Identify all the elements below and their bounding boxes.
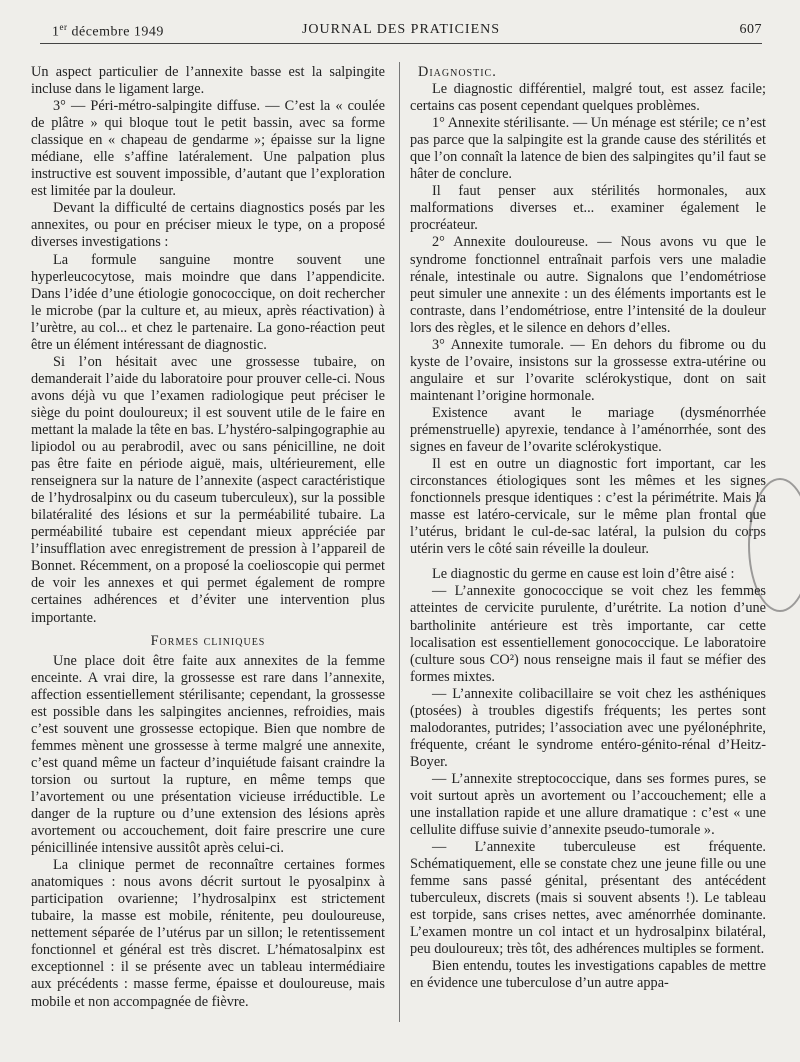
paragraph: 1° Annexite stérilisante. — Un ménage est stérile; ce n’est pas parce que la salpingite est la grande cause des stérilités et que l’on connaît la latence de bien des salpingites qu’il faut se hâter de conclure. <box>410 115 766 183</box>
paragraph: 3° — Péri-métro-salpingite diffuse. — C’est la « coulée de plâtre » qui bloque tout le petit bassin, avec sa forme classique en « chapeau de gendarme »; épaisse sur la ligne médiane, elle s’affine latéralement. Une palpation plus instructive est souvent impossible, d’autant que l’exploration est limitée par la douleur. <box>31 98 385 200</box>
paragraph: Une place doit être faite aux annexites de la femme enceinte. A vrai dire, la grossesse est rare dans l’annexite, affection essentiellement stérilisante; cependant, la grossesse est possible dans les salpingites anciennes, refroidies, mais c’est souvent une grossesse ectopique. Bien que nombre de femmes mènent une grossesse à terme malgré une annexite, c’est quand même un facteur d’inquiétude faisant craindre la torsion ou surtout la rupture, en même temps que l’avortement ou une présentation vicieuse irréductible. Le danger de la rupture ou d’une extension des lésions après avortement ou accouchement, doit faire prescrire une cure pénicillinée intensive aussitôt après celui-ci. <box>31 652 385 857</box>
paragraph: Devant la difficulté de certains diagnostics posés par les annexites, ou pour en préciser mieux le type, on a proposé diverses investigations : <box>31 200 385 251</box>
paragraph: La clinique permet de reconnaître certaines formes anatomiques : nous avons décrit surtout le pyosalpinx à participation ovarienne; l’hydrosalpinx est strictement tubaire, la masse est mobile, rénitente, peu douloureuse, nettement séparée de l’utérus par un sillon; le retentissement fonctionnel et général est très discret. L’hématosalpinx est exceptionnel : il se présente avec un tableau intermédiaire aux précédents : masse ferme, épaisse et douloureuse, mais mobile et non accompagnée de fièvre. <box>31 857 385 1010</box>
running-header <box>40 21 762 44</box>
paragraph: Bien entendu, toutes les investigations capables de mettre en évidence une tuberculose d’un autre appa- <box>410 958 766 992</box>
paragraph: Si l’on hésitait avec une grossesse tubaire, on demanderait l’aide du laboratoire pour prouver celle-ci. Nous avons déjà vu que l’examen radiologique peut préciser le siège du point douloureux; il est souvent utile de le faire en mettant la malade la tête en bas. L’hystéro-salpingographie au lipiodol ou au perabrodil, avec ou sans pénicilline, ne doit pas être faite en période aiguë, mais, ultérieurement, elle renseignera sur la nature de l’annexite (aspect caractéristique de l’hydrosalpinx ou du caseum tuberculeux), sur la possible bilatéralité des lésions et sur la perméabilité tubaire. La perméabilité tubaire est cependant mieux appréciée par l’insufflation avec enregistrement de pression à l’appareil de Bonnet. Récemment, on a proposé la coelioscopie qui permet de voir les annexes et qui permet également de rompre certaines adhérences et d’éviter une intervention plus importante. <box>31 353 385 626</box>
paragraph: Le diagnostic du germe en cause est loin d’être aisé : <box>432 566 735 583</box>
paragraph: — L’annexite gonococcique se voit chez les femmes atteintes de cervicite purulente, d’urétrite. La notion d’une bartholinite antérieure est très importante, car cette localisation est essentiellement gonococcique. Le laboratoire (culture sous CO²) nous renseigne mais il faut se méfier des formes mixtes. <box>410 583 766 685</box>
header-page-number: 607 <box>739 22 762 37</box>
paragraph: — L’annexite tuberculeuse est fréquente. Schématiquement, elle se constate chez une jeune fille ou une femme sans passé génital, présentant des antécédent tuberculeux, discrets (mais si souvent absents !). Le tableau est torpide, sans crises nettes, avec aménorrhée dominante. L’examen montre un col intact et un hydrosalpinx bilatéral, peu douloureux; très tôt, des adhérences multiples se forment. <box>410 839 766 958</box>
header-date: 1er décembre 1949 <box>52 22 164 40</box>
paragraph: La formule sanguine montre souvent une hyperleucocytose, mais moindre que dans l’appendicite. Dans l’idée d’une étiologie gonococcique, on doit rechercher le microbe (par la culture et, au mieux, après réactivation) à l’urètre, au col... et chez le partenaire. La gono-réaction peut être un élément intéressant de diagnostic. <box>31 251 385 353</box>
paragraph: Il faut penser aux stérilités hormonales, aux malformations diverses et... examiner également le procréateur. <box>410 183 766 234</box>
section-heading: Diagnostic. <box>418 64 497 80</box>
paragraph: Le diagnostic différentiel, malgré tout, est assez facile; certains cas posent cependant quelques problèmes. <box>410 81 766 115</box>
section-heading: Formes cliniques <box>150 632 266 649</box>
paragraph: Un aspect particulier de l’annexite basse est la salpingite incluse dans le ligament large. <box>31 64 385 98</box>
paragraph: Il est en outre un diagnostic fort important, car les circonstances étiologiques sont les mêmes et les signes fonctionnels presque identiques : c’est la périmétrite. Mais la masse est latéro-cervicale, sur le même plan frontal que l’utérus, bridant le cul-de-sac latéral, la pulsion du corps utérin vers le côté sain réveille la douleur. <box>410 456 766 558</box>
paragraph: — L’annexite colibacillaire se voit chez les asthéniques (ptosées) à troubles digestifs fréquents; les pertes sont malodorantes, putrides; l’association avec une pyélonéphrite, fréquente, créant le syndrome entéro-génito-rénal d’Heitz-Boyer. <box>410 685 766 770</box>
paragraph: 2° Annexite douloureuse. — Nous avons vu que le syndrome fonctionnel entraînait parfois vers une maladie rénale, intestinale ou autre. Signalons que l’endométriose peut simuler une annexite : un des éléments importants est le contraste, dans l’endométriose, entre l’intensité de la douleur lors des règles, et le silence en dehors d’elles. <box>410 234 766 336</box>
paragraph: — L’annexite streptococcique, dans ses formes pures, se voit surtout après un avortement ou l’accouchement; elle a une installation rapide et une allure dramatique : c’est « une cellulite diffuse suivie d’annexite pseudo-tumorale ». <box>410 770 766 839</box>
right-column <box>410 64 766 993</box>
header-journal-title: JOURNAL DES PRATICIENS <box>301 22 501 37</box>
column-divider <box>399 62 400 1022</box>
paragraph: Existence avant le mariage (dysménorrhée prémenstruelle) apyrexie, tendance à l’aménorrhée, sont des signes en faveur de l’ovarite sclérokystique. <box>410 404 766 456</box>
left-column <box>31 64 385 1011</box>
paragraph: 3° Annexite tumorale. — En dehors du fibrome ou du kyste de l’ovaire, insistons sur la grossesse extra-utérine ou angulaire et sur l’ovarite sclérokystique, dont on sait maintenant l’origine hormonale. <box>410 336 766 404</box>
paragraph-gap <box>410 558 766 566</box>
